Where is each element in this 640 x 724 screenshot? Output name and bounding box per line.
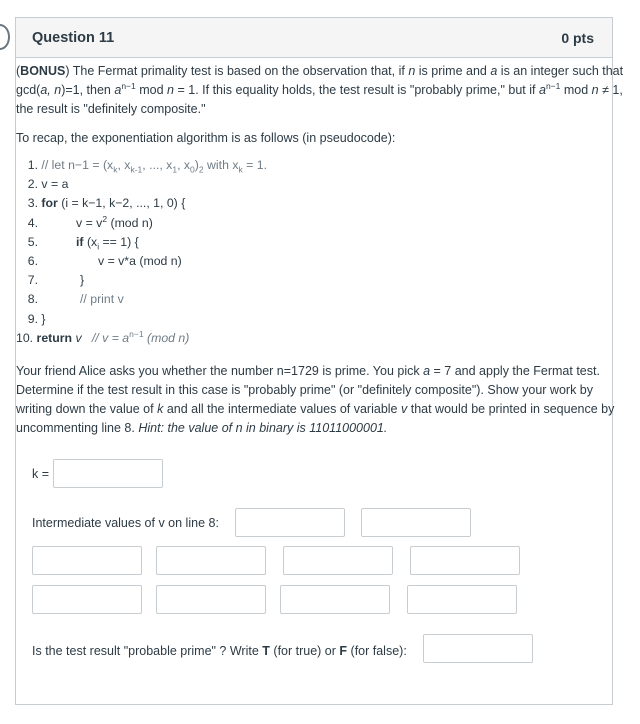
v-input-1[interactable] — [235, 508, 345, 537]
tf-answer-input[interactable] — [423, 634, 533, 663]
v-input-4[interactable] — [156, 546, 266, 575]
question-points: 0 pts — [561, 29, 594, 46]
v-input-8[interactable] — [156, 585, 266, 614]
k-label: k = — [32, 467, 50, 481]
code-line-4: 4. $v = v^2$ (mod n) — [27, 213, 153, 230]
sidebar-edge-marker — [0, 24, 10, 50]
pseudocode-block — [16, 156, 624, 348]
code-line-3: 3. for (i = k−1, k−2, ..., 1, 0) { — [27, 196, 186, 211]
code-line-9: 9. } — [27, 311, 46, 326]
code-line-6: 6. v = v*a (mod n) — [27, 254, 182, 269]
v-input-7[interactable] — [32, 585, 142, 614]
v-input-5[interactable] — [283, 546, 393, 575]
code-line-10: 10. return v // $v = a^{n-1}$ (mod n) — [16, 328, 190, 345]
question-header — [16, 18, 612, 58]
code-line-2: 2. v = a — [27, 177, 69, 192]
v-input-2[interactable] — [361, 508, 471, 537]
intro-paragraph: (BONUS) The Fermat primality test is based on the observation that, if n is prime and a is an integer such that gcd(a, n)=1, then $a^{n-1}$ mod n = 1. If this equality holds, the test result is "probably prime," but if $a^{n-1}$ mod n ≠ 1, the result is "definitely composite." — [16, 64, 624, 116]
alice-paragraph: Your friend Alice asks you whether the number n=1729 is prime. You pick a = 7 and apply the Fermat test. Determine if the test result in this case is "probably prime" (or "definitely composite"). Show your work by writing down the value of k and all the intermediate values of variable v that would be printed in sequence by uncommenting line 8. Hint: the value of n in binary is 11011000001. — [16, 364, 615, 436]
v-input-9[interactable] — [280, 585, 390, 614]
recap-text: To recap, the exponentiation algorithm is as follows (in pseudocode): — [16, 131, 396, 145]
code-line-8: 8. // print v — [27, 292, 124, 307]
v-input-3[interactable] — [32, 546, 142, 575]
question-title: Question 11 — [32, 29, 115, 46]
v-input-6[interactable] — [410, 546, 520, 575]
code-line-7: 7. } — [27, 273, 85, 288]
k-input[interactable] — [53, 459, 163, 488]
code-line-1: 1. // let $n-1 = (x_k$, $x_{k-1}$, ..., $x_1$, $x_0)_2$ with $x_k = 1$. — [27, 158, 268, 175]
final-question-label: Is the test result "probable prime" ? Write T (for true) or F (for false): — [32, 644, 407, 658]
intermediate-label: Intermediate values of v on line 8: — [32, 516, 219, 530]
v-input-10[interactable] — [407, 585, 517, 614]
bonus-label: BONUS — [20, 64, 66, 78]
question-body — [16, 62, 624, 438]
code-line-5: 5. if $(x_i == 1)$ { — [27, 234, 139, 252]
